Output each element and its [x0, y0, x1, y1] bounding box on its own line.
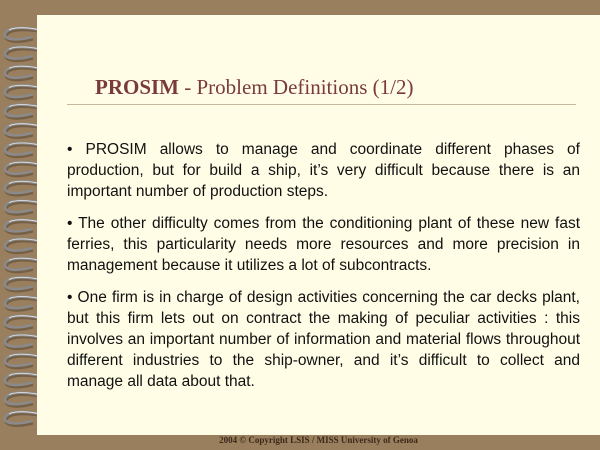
title-text: - Problem Definitions (1/2) — [179, 75, 414, 99]
title-keyword: PROSIM — [95, 75, 179, 99]
page-title — [95, 75, 413, 100]
bullet-paragraph: • One firm is in charge of design activities concerning the car decks plant, but this firm lets out on contract the making of peculiar activities : this involves an important number of information and material flows throughout different industries to the ship-owner, and it’s difficult to collect and manage all data about that. — [67, 289, 580, 390]
copyright-footer: 2004 © Copyright LSIS / MISS University of Genoa — [219, 435, 418, 445]
bullet-paragraph: • PROSIM allows to manage and coordinate different phases of production, but for build a ship, it’s very difficult because there is an important number of production steps. — [67, 141, 580, 200]
slide-page — [37, 15, 600, 445]
bullet-paragraph: • The other difficulty comes from the conditioning plant of these new fast ferries, this particularity needs more resources and more precision in management because it utilizes a lot of subcontracts. — [67, 215, 580, 274]
title-divider — [67, 104, 576, 105]
